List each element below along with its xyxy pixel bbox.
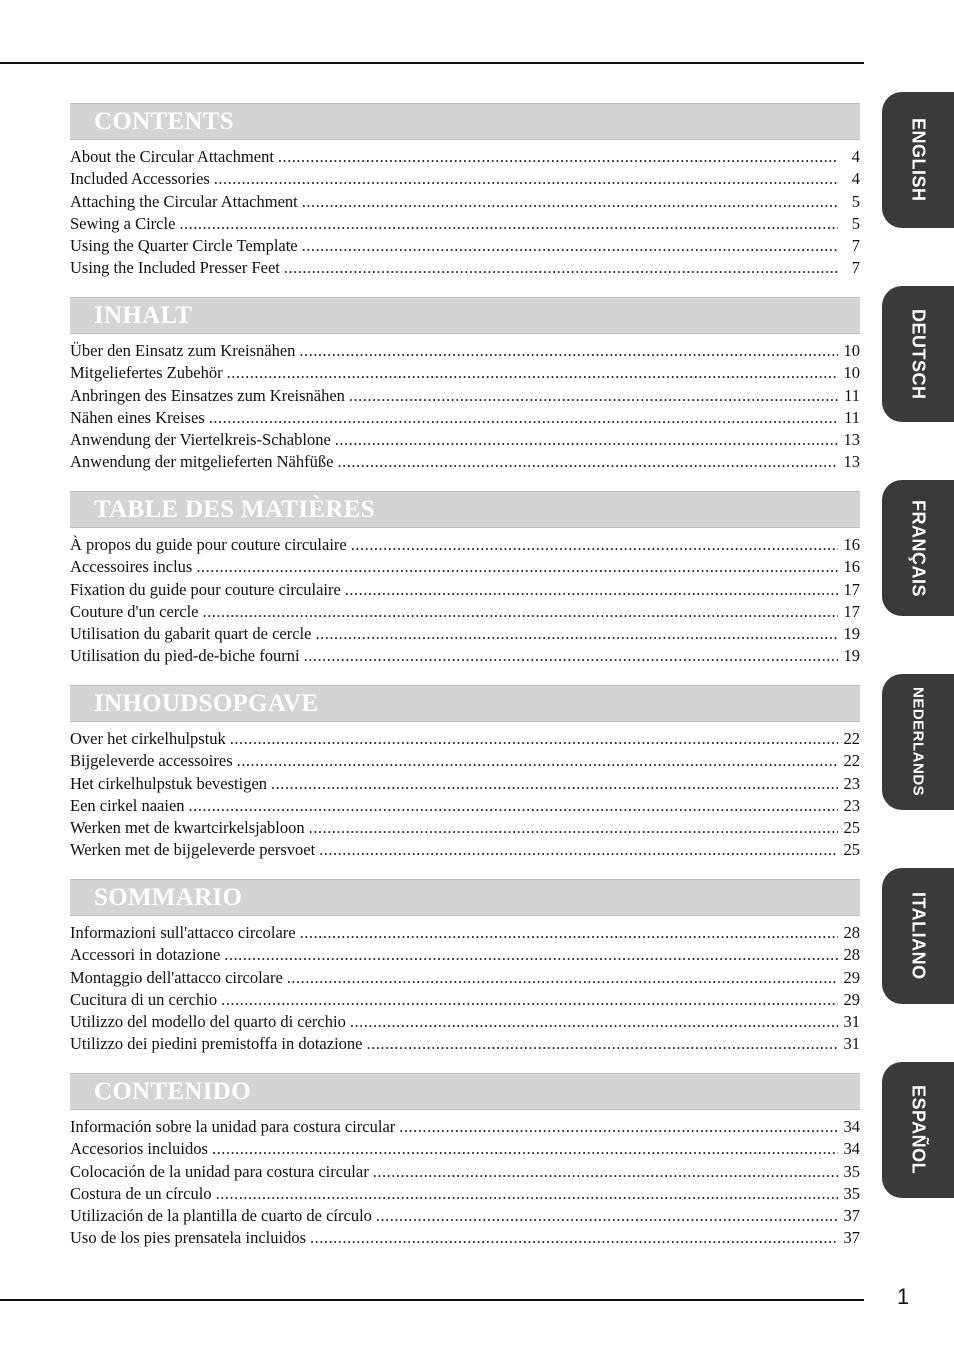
section-title: CONTENTS	[94, 107, 234, 135]
toc-entry-page: 19	[843, 624, 860, 644]
toc-entry-page: 5	[851, 191, 860, 211]
leader-dots	[309, 817, 838, 839]
toc-entry[interactable]	[70, 967, 860, 989]
toc-entry-title: Included Accessories	[70, 169, 210, 189]
section-title: INHOUDSOPGAVE	[94, 689, 319, 717]
language-tab-deutsch[interactable]	[882, 286, 954, 422]
leader-dots	[349, 385, 838, 407]
toc-entry-page: 37	[843, 1206, 860, 1226]
toc-entry-page: 22	[843, 751, 860, 771]
toc-entry[interactable]	[70, 407, 860, 429]
leader-dots	[284, 257, 838, 279]
toc-entry[interactable]	[70, 340, 860, 362]
toc-entry-title: À propos du guide pour couture circulaire	[70, 535, 347, 554]
toc-entry-page: 35	[843, 1161, 860, 1181]
toc-entry-title: Utilización de la plantilla de cuarto de círculo	[70, 1206, 372, 1226]
leader-dots	[237, 750, 838, 772]
toc-entry-title: Sewing a Circle	[70, 213, 176, 233]
toc-entry-title: Información sobre la unidad para costura circular	[70, 1117, 396, 1136]
toc-entry-title: Accessori in dotazione	[70, 945, 221, 965]
toc-section-italiano	[70, 879, 860, 1056]
toc-entry-page: 22	[843, 729, 860, 748]
leader-dots	[203, 601, 838, 623]
toc-entry-page: 5	[851, 213, 860, 233]
toc-entry-title: Anwendung der Viertelkreis-Schablone	[70, 430, 331, 450]
toc-entry-title: About the Circular Attachment	[70, 147, 274, 166]
leader-dots	[278, 146, 838, 168]
toc-entry-title: Over het cirkelhulpstuk	[70, 729, 226, 748]
toc-section-espanol	[70, 1073, 860, 1250]
section-title: CONTENIDO	[94, 1077, 251, 1105]
toc-entry-page: 25	[843, 818, 860, 838]
toc-entry[interactable]	[70, 922, 860, 944]
toc-entry[interactable]	[70, 1183, 860, 1205]
language-tab-english[interactable]	[882, 92, 954, 228]
toc-entry[interactable]	[70, 257, 860, 279]
leader-dots	[310, 1227, 838, 1249]
toc-entry-title: Montaggio dell'attacco circolare	[70, 967, 283, 987]
leader-dots	[300, 922, 838, 944]
toc-entry[interactable]	[70, 579, 860, 601]
toc-entry[interactable]	[70, 989, 860, 1011]
toc-entry[interactable]	[70, 385, 860, 407]
toc-entry[interactable]	[70, 795, 860, 817]
leader-dots	[224, 944, 838, 966]
toc-entry-title: Mitgeliefertes Zubehör	[70, 363, 223, 383]
leader-dots	[315, 623, 838, 645]
leader-dots	[214, 168, 838, 190]
leader-dots	[335, 429, 838, 451]
section-header	[70, 1073, 860, 1110]
toc-entry[interactable]	[70, 817, 860, 839]
toc-entry[interactable]	[70, 1011, 860, 1033]
toc-entry-page: 10	[843, 363, 860, 383]
language-tab-label: DEUTSCH	[908, 308, 929, 400]
bottom-rule	[0, 1299, 864, 1301]
section-title: SOMMARIO	[94, 883, 243, 911]
toc-entry-title: Costura de un círculo	[70, 1183, 212, 1203]
leader-dots	[337, 451, 838, 473]
toc-entry-page: 23	[843, 773, 860, 793]
toc-entry-page: 34	[843, 1139, 860, 1159]
toc-entry-page: 11	[844, 407, 860, 427]
toc-entry[interactable]	[70, 168, 860, 190]
leader-dots	[304, 645, 838, 667]
toc-entry-page: 31	[843, 1034, 860, 1054]
toc-entry[interactable]	[70, 1033, 860, 1055]
toc-entry-title: Werken met de bijgeleverde persvoet	[70, 840, 316, 860]
toc-entry[interactable]	[70, 191, 860, 213]
toc-entry[interactable]	[70, 623, 860, 645]
toc-entry[interactable]	[70, 645, 860, 667]
toc-entry-title: Bijgeleverde accessoires	[70, 751, 233, 771]
section-header	[70, 491, 860, 528]
top-rule	[0, 62, 864, 64]
language-tab-francais[interactable]	[882, 480, 954, 616]
language-tab-espanol[interactable]	[882, 1062, 954, 1198]
leader-dots	[209, 407, 838, 429]
toc-entry-page: 4	[851, 169, 860, 189]
toc-entry[interactable]	[70, 944, 860, 966]
toc-entry-title: Werken met de kwartcirkelsjabloon	[70, 818, 305, 838]
leader-dots	[189, 795, 838, 817]
toc-entry-page: 25	[843, 840, 860, 860]
toc-entry-title: Utilizzo dei piedini premistoffa in dotazione	[70, 1034, 363, 1054]
toc-entry-title: Über den Einsatz zum Kreisnähen	[70, 341, 296, 360]
toc-entry-page: 16	[843, 535, 860, 554]
toc-entry-title: Anwendung der mitgelieferten Nähfüße	[70, 452, 334, 472]
toc-entry-page: 10	[843, 341, 860, 360]
language-tab-label: NEDERLANDS	[909, 687, 927, 797]
section-header	[70, 297, 860, 334]
toc-section-deutsch	[70, 297, 860, 474]
toc-entry-page: 29	[843, 989, 860, 1009]
leader-dots	[376, 1205, 838, 1227]
leader-dots	[227, 362, 838, 384]
toc-entry-title: Attaching the Circular Attachment	[70, 191, 298, 211]
toc-entry-title: Een cirkel naaien	[70, 795, 185, 815]
leader-dots	[302, 235, 838, 257]
leader-dots	[351, 534, 838, 556]
toc-entry-page: 34	[843, 1117, 860, 1136]
toc-entry-page: 28	[843, 923, 860, 942]
language-tab-label: ENGLISH	[908, 118, 929, 202]
leader-dots	[345, 579, 838, 601]
toc-entry-title: Colocación de la unidad para costura circular	[70, 1161, 369, 1181]
toc-entry[interactable]	[70, 1138, 860, 1160]
language-tab-label: ITALIANO	[908, 892, 929, 980]
toc-entry[interactable]	[70, 1227, 860, 1249]
toc-entry[interactable]	[70, 146, 860, 168]
toc-list	[70, 922, 860, 1056]
toc-list	[70, 1116, 860, 1250]
toc-entry[interactable]	[70, 451, 860, 473]
toc-entry-page: 7	[851, 236, 860, 256]
language-tab-label: FRANÇAIS	[908, 499, 929, 597]
section-header	[70, 103, 860, 140]
leader-dots	[350, 1011, 838, 1033]
toc-entry[interactable]	[70, 235, 860, 257]
toc-entry[interactable]	[70, 534, 860, 556]
toc-list	[70, 534, 860, 668]
toc-entry-page: 17	[843, 579, 860, 599]
toc-entry-page: 13	[843, 430, 860, 450]
toc-entry-page: 35	[843, 1183, 860, 1203]
leader-dots	[221, 989, 838, 1011]
section-header	[70, 879, 860, 916]
leader-dots	[216, 1183, 838, 1205]
toc-entry[interactable]	[70, 429, 860, 451]
toc-entry-page: 11	[844, 385, 860, 405]
page-number: 1	[897, 1284, 910, 1309]
toc-entry[interactable]	[70, 773, 860, 795]
toc-section-english	[70, 103, 860, 280]
toc-entry-title: Couture d'un cercle	[70, 601, 199, 621]
section-header	[70, 685, 860, 722]
leader-dots	[367, 1033, 839, 1055]
toc-entry[interactable]	[70, 1205, 860, 1227]
toc-entry-title: Accessoires inclus	[70, 557, 193, 577]
leader-dots	[212, 1138, 838, 1160]
toc-entry-title: Fixation du guide pour couture circulaire	[70, 579, 341, 599]
toc-entry-title: Utilizzo del modello del quarto di cerchio	[70, 1012, 346, 1032]
language-tab-nederlands[interactable]	[882, 674, 954, 810]
toc-entry-page: 29	[843, 967, 860, 987]
toc-entry-page: 37	[843, 1228, 860, 1248]
toc-entry[interactable]	[70, 1116, 860, 1138]
toc-entry[interactable]	[70, 728, 860, 750]
section-title: INHALT	[94, 301, 193, 329]
leader-dots	[179, 213, 838, 235]
leader-dots	[287, 967, 838, 989]
leader-dots	[271, 773, 838, 795]
toc-section-francais	[70, 491, 860, 668]
toc-entry-page: 4	[851, 147, 860, 166]
toc-entry[interactable]	[70, 750, 860, 772]
toc-entry-page: 19	[843, 646, 860, 666]
leader-dots	[302, 191, 838, 213]
toc-entry[interactable]	[70, 1161, 860, 1183]
toc-entry-page: 23	[843, 795, 860, 815]
toc-entry-page: 16	[843, 557, 860, 577]
toc-entry-page: 28	[843, 945, 860, 965]
toc-entry-page: 31	[843, 1012, 860, 1032]
toc-entry-title: Nähen eines Kreises	[70, 407, 205, 427]
leader-dots	[399, 1116, 838, 1138]
toc-entry-title: Anbringen des Einsatzes zum Kreisnähen	[70, 385, 345, 405]
toc-entry-page: 13	[843, 452, 860, 472]
toc-entry[interactable]	[70, 556, 860, 578]
language-tab-label: ESPAÑOL	[908, 1085, 929, 1175]
toc-entry-title: Utilisation du pied-de-biche fourni	[70, 646, 300, 666]
toc-entry-title: Cucitura di un cerchio	[70, 989, 218, 1009]
leader-dots	[373, 1161, 838, 1183]
toc-entry[interactable]	[70, 601, 860, 623]
toc-entry-title: Uso de los pies prensatela incluidos	[70, 1228, 306, 1248]
toc-entry-title: Using the Quarter Circle Template	[70, 236, 298, 256]
toc-entry-title: Utilisation du gabarit quart de cercle	[70, 624, 312, 644]
toc-entry-title: Using the Included Presser Feet	[70, 258, 280, 278]
leader-dots	[299, 340, 838, 362]
toc-entry[interactable]	[70, 362, 860, 384]
toc-entry-title: Het cirkelhulpstuk bevestigen	[70, 773, 268, 793]
language-tab-italiano[interactable]	[882, 868, 954, 1004]
leader-dots	[230, 728, 838, 750]
toc-entry-page: 7	[851, 258, 860, 278]
toc-list	[70, 728, 860, 862]
leader-dots	[196, 556, 838, 578]
toc-entry[interactable]	[70, 213, 860, 235]
toc-list	[70, 340, 860, 474]
toc-section-nederlands	[70, 685, 860, 862]
section-title: TABLE DES MATIÈRES	[94, 495, 375, 523]
toc-entry-page: 17	[843, 601, 860, 621]
toc-entry-title: Informazioni sull'attacco circolare	[70, 923, 296, 942]
toc-list	[70, 146, 860, 280]
leader-dots	[319, 839, 838, 861]
toc-entry-title: Accesorios incluidos	[70, 1139, 208, 1159]
toc-entry[interactable]	[70, 839, 860, 861]
